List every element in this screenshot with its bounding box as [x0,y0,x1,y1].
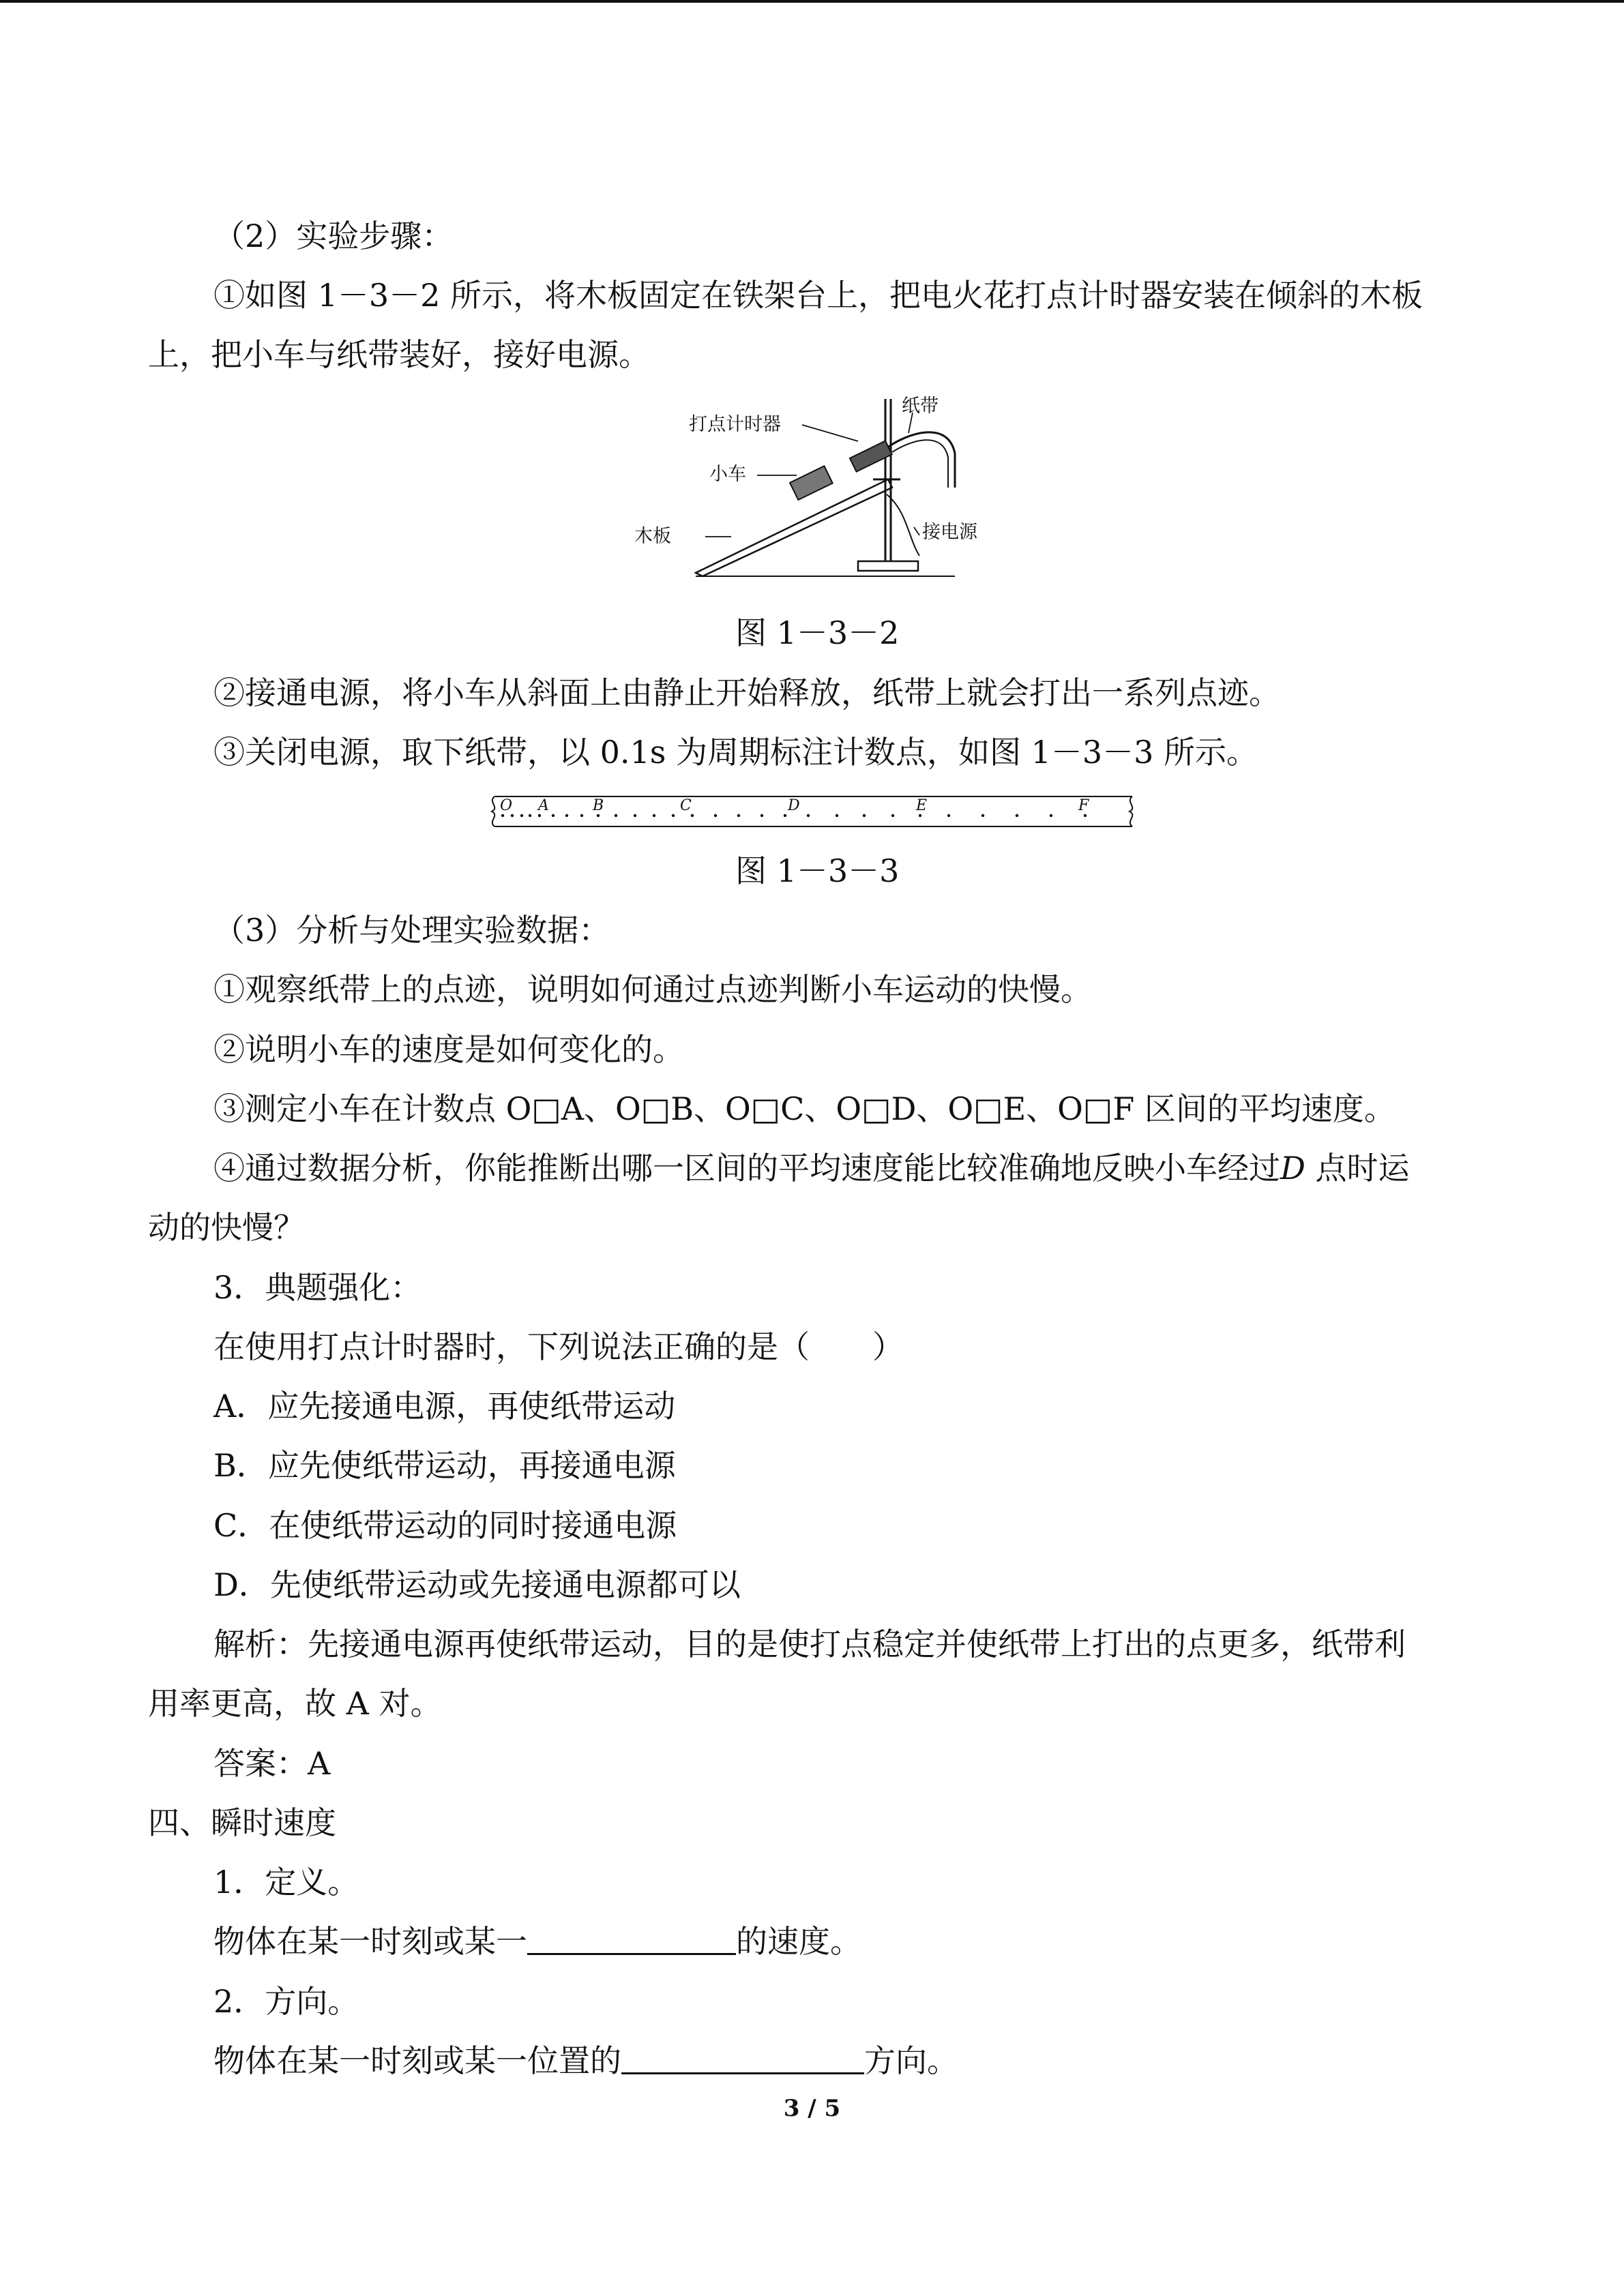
figure-caption-1-3-3: 图 1－3－3 [735,852,900,889]
step-1-line-1: ①如图 1－3－2 所示，将木板固定在铁架台上，把电火花打点计时器安装在倾斜的木板 [213,277,1423,314]
definition-heading: 1．定义。 [213,1864,359,1900]
tape-point-B: B [593,797,604,814]
option-c: C．在使纸带运动的同时接通电源 [213,1507,677,1544]
definition-blank[interactable] [527,1923,736,1955]
tape-point-D: D [788,797,800,814]
tape-point-F: F [1078,797,1089,814]
analysis-item-4-text-b: 点时运 [1305,1150,1410,1187]
direction-heading: 2．方向。 [213,1983,359,2020]
analysis-item-4-line-1 [213,1148,1410,1189]
power-label: 接电源 [922,522,977,543]
question-stem: 在使用打点计时器时，下列说法正确的是（ ） [213,1328,904,1365]
tape-point-A: A [538,797,549,814]
cart-label: 小车 [709,464,746,485]
solution-line-2: 用率更高，故 A 对。 [148,1685,442,1722]
section-4-title: 四、瞬时速度 [148,1804,336,1841]
top-border-rule [0,0,1624,3]
board-label: 木板 [634,526,671,547]
definition-text-a: 物体在某一时刻或某一 [213,1923,527,1960]
direction-blank[interactable] [621,2042,864,2074]
answer-line: 答案：A [213,1745,331,1782]
tape-label: 纸带 [902,396,939,417]
analysis-item-2: ②说明小车的速度是如何变化的。 [213,1031,684,1068]
step-2: ②接通电源，将小车从斜面上由静止开始释放，纸带上就会打出一系列点迹。 [213,674,1280,711]
direction-text-b: 方向。 [864,2042,958,2079]
definition-text-b: 的速度。 [736,1923,861,1960]
solution-line-1: 解析：先接通电源再使纸带运动，目的是使打点稳定并使纸带上打出的点更多，纸带利 [213,1626,1406,1663]
direction-text-a: 物体在某一时刻或某一位置的 [213,2042,621,2079]
option-b: B．应先使纸带运动，再接通电源 [213,1447,676,1484]
tape-point-C: C [680,797,692,814]
page-number: 3 / 5 [783,2095,841,2122]
tape-dots [501,814,1087,817]
analysis-item-3: ③测定小车在计数点 O□A、O□B、O□C、O□D、O□E、O□F 区间的平均速度。 [213,1090,1396,1127]
step-1-line-2: 上，把小车与纸带装好，接好电源。 [148,336,650,373]
paper-tape-figure [488,791,1139,832]
figure-caption-1-3-2: 图 1－3－2 [735,614,900,651]
steps-heading: （2）实验步骤： [213,218,454,254]
analysis-item-1: ①观察纸带上的点迹，说明如何通过点迹判断小车运动的快慢。 [213,971,1092,1008]
option-a: A．应先接通电源，再使纸带运动 [213,1388,676,1425]
analysis-heading: （3）分析与处理实验数据： [213,912,610,949]
point-D-variable: D [1280,1150,1305,1187]
timer-label: 打点计时器 [689,414,781,435]
analysis-item-4-line-2: 动的快慢？ [148,1209,305,1246]
tape-point-O: O [500,797,513,814]
definition-text [213,1921,861,1962]
analysis-item-4-text-a: ④通过数据分析，你能推断出哪一区间的平均速度能比较准确地反映小车经过 [213,1150,1280,1187]
option-d: D．先使纸带运动或先接通电源都可以 [213,1566,741,1603]
direction-text [213,2040,958,2081]
tape-point-E: E [916,797,928,814]
section-3-heading: 3．典题强化： [213,1269,422,1306]
step-3: ③关闭电源，取下纸带，以 0.1s 为周期标注计数点，如图 1－3－3 所示。 [213,734,1258,771]
